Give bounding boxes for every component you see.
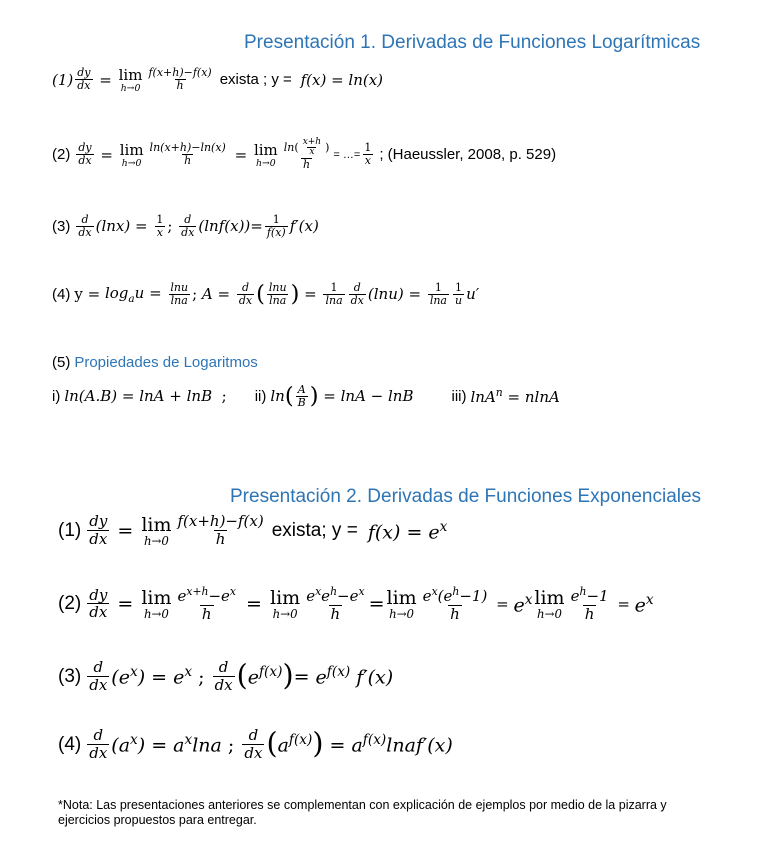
formula-label: (1) [52,70,74,89]
log-formula-1: (1) $\frac{dy}{dx}$ = lim h→0 f(x+h)−f(x) h exista ; y = f(x) = ln(x) [52,66,384,94]
section-title-logarithmic: Presentación 1. Derivadas de Funciones Logarítmicas [244,32,701,53]
formula-label: (2) [52,146,71,164]
property-label-ii: ii) [254,387,267,405]
exp-formula-4: (4) d dx $(a^x) = a^x\ln a$ ; d dx ( $a^{f(x)}$ ) = $a^{f(x)}lnaf'(x)$ [58,726,453,762]
citation: ; (Haeussler, 2008, p. 529) [379,146,557,164]
formula-text: exista ; y = [219,71,292,89]
section-title-exponential: Presentación 2. Derivadas de Funciones Exponenciales [230,486,702,507]
formula-ellipsis: = …= [333,148,361,161]
formula-label: (2) [58,593,82,615]
exp-formula-3: (3) d dx $(e^x) = e^x$ ; d dx ( $e^{f(x)}$ ) = $e^{f(x)}$ f′(x) [58,658,394,694]
log-properties: i) ln(A.B) = lnA + lnB ; ii) ln ( A B ) = lnA − lnB iii) lnA$^n$ = nlnA [52,383,560,410]
formula-text: exista; y = [271,519,358,541]
formula-label: (3) [52,217,71,235]
property-label-iii: iii) [451,387,467,405]
formula-label: (4) [52,285,71,303]
properties-title: Propiedades de Logaritmos [74,354,258,371]
log-properties-heading [52,354,258,371]
exp-formula-1: (1) $\frac{dy}{dx}$ = lim h→0 f(x+h)−f(x) h exista; y = $f(x) = e^x$ [58,512,448,549]
formula-label: (3) [58,665,82,687]
formula-label: (4) [58,733,82,755]
exp-formula-2: (2) $\frac{dy}{dx}$ = lim h→0 $\frac{e^{x+h}-e^x}{h}$ = lim h→0 $e^xe^h-e^x$ h = lim h→0 $\frac{e^x(e^h-1)}{h}$ = $e^x$ lim h→0 $\frac{e^h-1}{h}$ = $e^x$ [58,585,654,623]
formula-label: (5) [52,354,71,371]
log-formula-4: (4) y = $\log_au$ = $\frac{\ln u}{\ln a}$ ; A = $\frac{d}{dx}$ ( lnu lna ) = $\frac{1}{\ln a}$ d dx (lnu) = $\frac{1}{\ln a}$ 1 u u′ [52,281,480,308]
property-label-i: i) [52,387,61,405]
formula-label: (1) [58,519,82,541]
footnote: *Nota: Las presentaciones anteriores se complementan con explicación de ejemplos por medio de la pizarra y ejercicios propuestos para entregar. [58,798,667,827]
log-formula-3: (3) d dx (lnx) = $\frac{1}{x}$ ; d dx (lnf(x))= $\frac{1}{f(x)}$ f′(x) [52,213,319,239]
log-formula-2: (2) $\frac{dy}{dx}$ = lim h→0 $\frac{\ln(x+h)-\ln(x)}{h}$ = lim h→0 ln( $\frac{x+h}{x}$ ) h = …= $\frac{1}{x}$ ; (Haeussler, 2008, p. 529) [52,137,557,172]
